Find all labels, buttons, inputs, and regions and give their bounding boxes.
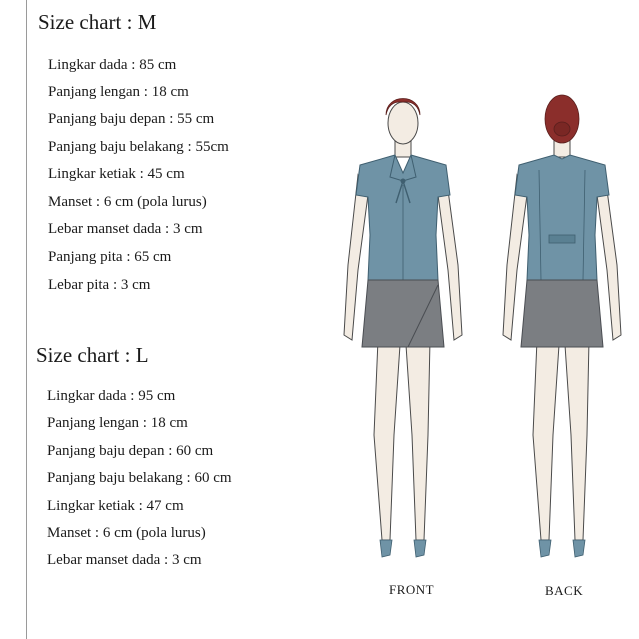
list-item: Manset : 6 cm (pola lurus) bbox=[47, 525, 206, 541]
back-figure-illustration bbox=[497, 85, 627, 580]
list-item: Panjang baju depan : 60 cm bbox=[47, 443, 214, 459]
back-label: BACK bbox=[545, 583, 584, 598]
list-item: Manset : 6 cm (pola lurus) bbox=[48, 194, 207, 210]
front-figure-drawing bbox=[338, 85, 468, 580]
list-item: Lingkar ketiak : 47 cm bbox=[47, 498, 184, 514]
list-item: Lingkar dada : 85 cm bbox=[48, 57, 177, 73]
list-item: Panjang baju belakang : 60 cm bbox=[47, 470, 232, 486]
list-item: Panjang baju depan : 55 cm bbox=[48, 111, 215, 127]
front-figure-illustration bbox=[338, 85, 468, 580]
list-item: Panjang lengan : 18 cm bbox=[47, 415, 188, 431]
page-left-border bbox=[26, 0, 27, 639]
size-chart-l-title: Size chart : L bbox=[36, 343, 149, 367]
back-figure-drawing bbox=[497, 85, 627, 580]
list-item: Lingkar dada : 95 cm bbox=[47, 388, 176, 404]
list-item: Lebar manset dada : 3 cm bbox=[48, 221, 203, 237]
list-item: Lingkar ketiak : 45 cm bbox=[48, 166, 185, 182]
list-item: Lebar pita : 3 cm bbox=[48, 277, 151, 293]
list-item: Panjang lengan : 18 cm bbox=[48, 84, 189, 100]
size-chart-m-title: Size chart : M bbox=[38, 10, 157, 34]
list-item: Lebar manset dada : 3 cm bbox=[47, 552, 202, 568]
list-item: Panjang baju belakang : 55cm bbox=[48, 139, 229, 155]
list-item: Panjang pita : 65 cm bbox=[48, 249, 172, 265]
front-label: FRONT bbox=[389, 582, 435, 597]
